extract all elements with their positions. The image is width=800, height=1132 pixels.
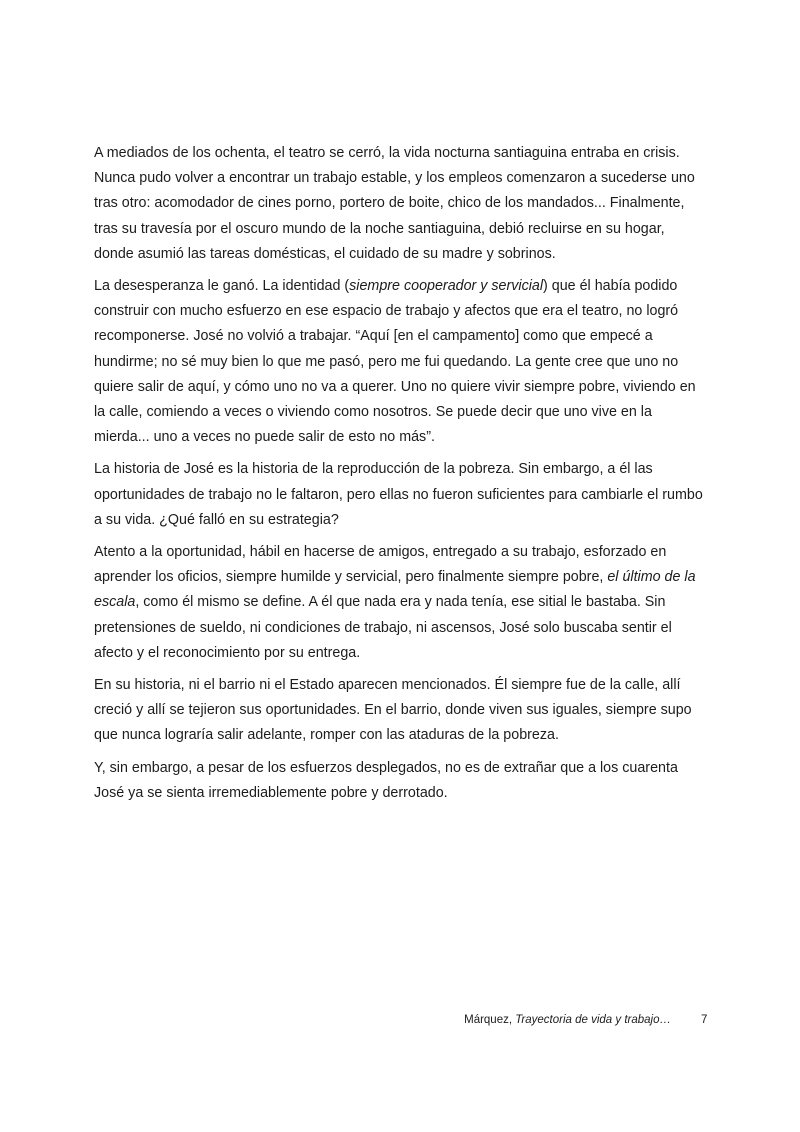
paragraph (94, 756, 708, 806)
paragraph-text: ) que él había podido construir con mucho esfuerzo en ese espacio de trabajo y afectos que era el teatro, no logró recomponerse. José no volvió a trabajar. “Aquí [en el campamento] como que empecé a hundirme; no sé muy bien lo que me pasó, pero me fui quedando. La gente cree que uno no quiere salir de aquí, y cómo uno no va a querer. Uno no quiere vivir siempre pobre, viviendo en la calle, comiendo a veces o viviendo como nosotros. Se puede decir que uno vive en la mierda... uno a veces no puede salir de esto no más”. (94, 278, 696, 446)
footer-author: Márquez, (464, 1014, 516, 1026)
paragraph-text: La desesperanza le ganó. La identidad ( (94, 278, 350, 295)
paragraph-text: Atento a la oportunidad, hábil en hacerse de amigos, entregado a su trabajo, esforzado en aprender los oficios, siempre humilde y servicial, pero finalmente siempre pobre, (94, 544, 667, 586)
paragraph-italic-text: el último de la escala (94, 569, 696, 611)
paragraph-text: En su historia, ni el barrio ni el Estado aparecen mencionados. Él siempre fue de la calle, allí creció y allí se tejieron sus oportunidades. En el barrio, donde viven sus iguales, siempre supo que nunca lograría salir adelante, romper con las ataduras de la pobreza. (94, 677, 692, 744)
document-body (94, 141, 708, 813)
paragraph-text: A mediados de los ochenta, el teatro se cerró, la vida nocturna santiaguina entraba en crisis. Nunca pudo volver a encontrar un trabajo estable, y los empleos comenzaron a sucederse uno tras otro: acomodador de cines porno, portero de boite, chico de los mandados... Finalmente, tras su travesía por el oscuro mundo de la noche santiaguina, debió recluirse en su hogar, donde asumió las tareas domésticas, el cuidado de su madre y sobrinos. (94, 145, 695, 262)
paragraph (94, 141, 708, 267)
paragraph (94, 457, 708, 533)
paragraph (94, 540, 708, 666)
footer-title: Trayectoria de vida y trabajo… (515, 1014, 671, 1026)
page-number: 7 (701, 1014, 708, 1026)
running-footer (464, 1014, 671, 1026)
paragraph (94, 274, 708, 450)
paragraph-italic-text: siempre cooperador y servicial (349, 278, 544, 295)
paragraph (94, 673, 708, 749)
paragraph-text: La historia de José es la historia de la reproducción de la pobreza. Sin embargo, a él las oportunidades de trabajo no le faltaron, pero ellas no fueron suficientes para cambiarle el rumbo a su vida. ¿Qué falló en su estrategia? (94, 461, 703, 528)
paragraph-text: , como él mismo se define. A él que nada era y nada tenía, ese sitial le bastaba. Sin pretensiones de sueldo, ni condiciones de trabajo, ni ascensos, José solo buscaba sentir el afecto y el reconocimiento por su entrega. (94, 594, 672, 661)
paragraph-text: Y, sin embargo, a pesar de los esfuerzos desplegados, no es de extrañar que a los cuarenta José ya se sienta irremediablemente pobre y derrotado. (94, 759, 678, 801)
